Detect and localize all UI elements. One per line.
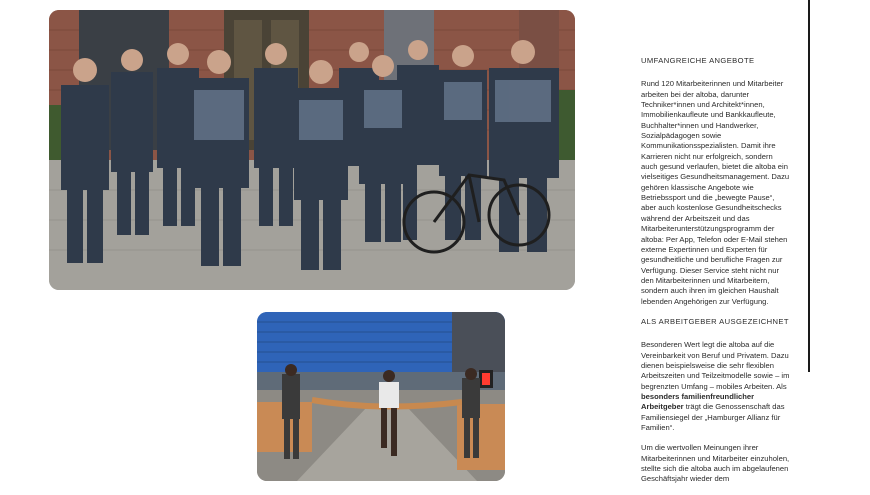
section-heading-offers: UMFANGREICHE ANGEBOTE [641,56,755,65]
vertical-divider [808,0,810,372]
marathon-photo-illustration [257,312,505,481]
team-photo [49,10,575,290]
article-text-column [641,56,791,495]
paragraph-text-before-bold: Besonderen Wert legt die altoba auf die Vereinbarkeit von Beruf und Privatem. Dazu dienen beispielsweise die sehr flexiblen Arbeitszeiten und Teilzeitmodelle sowie – im begrenzten Umfang – mobiles Arbeiten. Als [641,340,790,391]
paragraph-text-after-bold: trägt die Genossenschaft das Familiensiegel der „Hamburger Allianz für Familien“. [641,402,785,432]
section-paragraph-offers: Rund 120 Mitarbeiterinnen und Mitarbeiter arbeiten bei der altoba, darunter Techniker*innen und Architekt*innen, Immobilienkaufleute und Bankkaufleute, Buchhalter*innen und Handwerker, Sozialpädagogen sowie Kommunikationsspezialisten. Damit ihre Karrieren nicht nur erfolgreich, sondern auch gesund verlaufen, bietet die altoba ein vielseitiges Gesundheitsmanagement. Dazu gehören klassische Angebote wie Betriebssport und die „bewegte Pause“, aber auch kostenlose Gesundheitschecks während der Arbeitszeit und das Mitarbeiterunterstützungsprogramm der altoba: Per App, Telefon oder E-Mail stehen externe Expertinnen und Experten für gesundheitliche und berufliche Fragen zur Verfügung. Dieser Service steht nicht nur den Mitarbeiterinnen und Mitarbeitern, sondern auch ihren im gleichen Haushalt lebenden Angehörigen zur Verfügung. [641,79,790,306]
family-friendly-employer-bold: besonders familienfreundlicher Arbeitgeber [641,391,755,412]
marathon-photo [257,312,505,481]
team-photo-illustration [49,10,575,290]
section-heading-employer-award: ALS ARBEITGEBER AUSGEZEICHNET [641,316,789,326]
section-paragraph-employer-award [641,340,791,433]
section-paragraph-opinions: Um die wertvollen Meinungen ihrer Mitarbeiterinnen und Mitarbeiter einzuholen, stellte sich die altoba auch im abgelaufenen Geschäftsjahr wieder dem [641,443,790,484]
